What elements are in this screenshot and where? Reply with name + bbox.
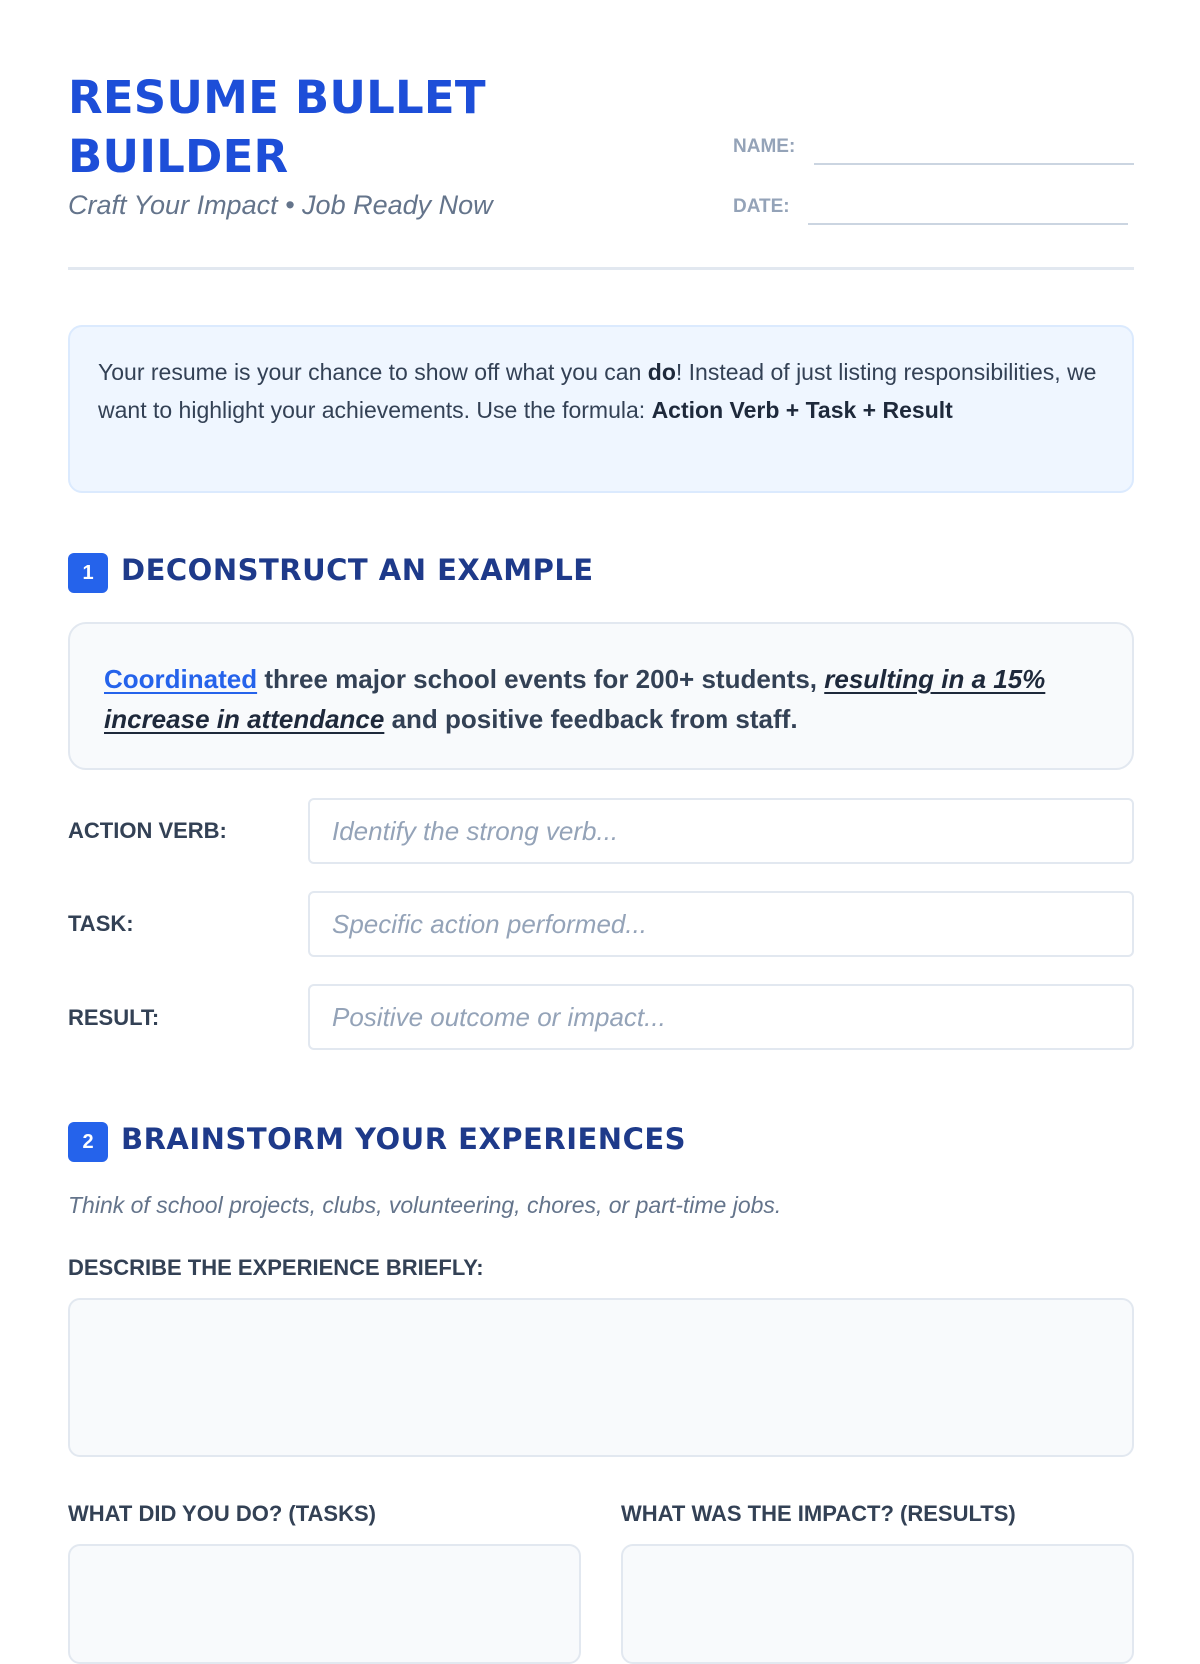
section-1-title: DECONSTRUCT AN EXAMPLE — [121, 553, 594, 587]
page-title: RESUME BULLET BUILDER — [68, 71, 486, 183]
intro-box — [68, 325, 1134, 493]
tasks-textarea[interactable] — [68, 1544, 581, 1664]
name-label: NAME: — [733, 136, 796, 157]
section-1-badge: 1 — [68, 553, 108, 593]
brainstorm-hint: Think of school projects, clubs, volunteering, chores, or part-time jobs. — [68, 1192, 782, 1218]
impact-textarea[interactable] — [621, 1544, 1134, 1664]
example-action-verb: Coordinated — [104, 664, 258, 694]
describe-experience-textarea[interactable] — [68, 1298, 1134, 1457]
task-input[interactable] — [308, 891, 1134, 957]
impact-label: WHAT WAS THE IMPACT? (RESULTS) — [621, 1501, 1016, 1526]
example-task: three major school events for 200+ students, — [257, 664, 825, 694]
date-label: DATE: — [733, 196, 790, 217]
intro-bold-do: do — [647, 359, 676, 385]
result-label: RESULT: — [68, 1005, 160, 1030]
section-2-badge: 2 — [68, 1122, 108, 1162]
action-verb-input[interactable] — [308, 798, 1134, 864]
name-field[interactable] — [814, 163, 1134, 165]
tasks-label: WHAT DID YOU DO? (TASKS) — [68, 1501, 376, 1526]
header-divider — [68, 267, 1134, 270]
example-tail: and positive feedback from staff. — [384, 704, 798, 734]
describe-experience-label: DESCRIBE THE EXPERIENCE BRIEFLY: — [68, 1255, 484, 1280]
date-field[interactable] — [808, 223, 1128, 225]
section-2-title: BRAINSTORM YOUR EXPERIENCES — [121, 1122, 687, 1156]
action-verb-label: ACTION VERB: — [68, 818, 227, 843]
example-result: resulting in a 15% increase in attendance — [104, 664, 1046, 734]
page-subtitle: Craft Your Impact • Job Ready Now — [68, 190, 493, 220]
example-bullet — [68, 622, 1134, 770]
intro-formula: Action Verb + Task + Result — [651, 397, 953, 423]
result-input[interactable] — [308, 984, 1134, 1050]
task-label: TASK: — [68, 911, 134, 936]
intro-text-1: Your resume is your chance to show off what you can — [98, 359, 648, 385]
intro-text-2: ! Instead of just listing responsibilities, we want to highlight your achievements. Use the formula: — [98, 359, 1097, 423]
